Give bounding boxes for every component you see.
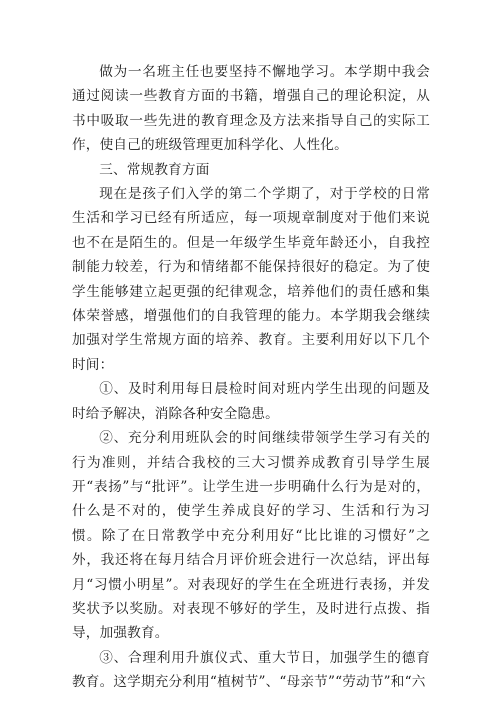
- list-item-flag-ceremony: ③、合理利用升旗仪式、重大节日，加强学生的德育教育。这学期充分利用“植树节”、“母亲节”“劳动节”和“六: [72, 649, 430, 691]
- document-page: [72, 60, 430, 695]
- section-heading-routine-education: 三、常规教育方面: [99, 161, 210, 178]
- paragraph-self-study: 做为一名班主任也要坚持不懈地学习。本学期中我会通过阅读一些教育方面的书籍，增强自己的理论积淀，从书中吸取一些先进的教育理念及方法来指导自己的实际工作，使自己的班级管理更加科学化、人性化。: [72, 64, 430, 154]
- list-item-class-meeting: ②、充分利用班队会的时间继续带领学生学习有关的行为准则，并结合我校的三大习惯养成教育引导学生展开“表扬”与“批评”。让学生进一步明确什么行为是对的，什么是不对的，使学生养成良好的学习、生活和行为习惯。除了在日常教学中充分利用好“比比谁的习惯好”之外，我还将在每月结合月评价班会进行一次总结，评出每月“习惯小明星”。对表现好的学生在全班进行表扬，并发奖状予以奖励。对表现不够好的学生，及时进行点拨、指导，加强教育。: [72, 430, 430, 642]
- paragraph-routine-overview: 现在是孩子们入学的第二个学期了，对于学校的日常生活和学习已经有所适应，每一项规章制度对于他们来说也不在是陌生的。但是一年级学生毕竟年龄还小，自我控制能力较差，行为和情绪都不能保持很好的稳定。为了使学生能够建立起更强的纪律观念，培养他们的责任感和集体荣誉感，增强他们的自我管理的能力。本学期我会继续加强对学生常规方面的培养、教育。主要利用好以下几个时间：: [72, 186, 430, 373]
- list-item-morning-check: ①、及时利用每日晨检时间对班内学生出现的问题及时给予解决，消除各种安全隐患。: [72, 381, 430, 422]
